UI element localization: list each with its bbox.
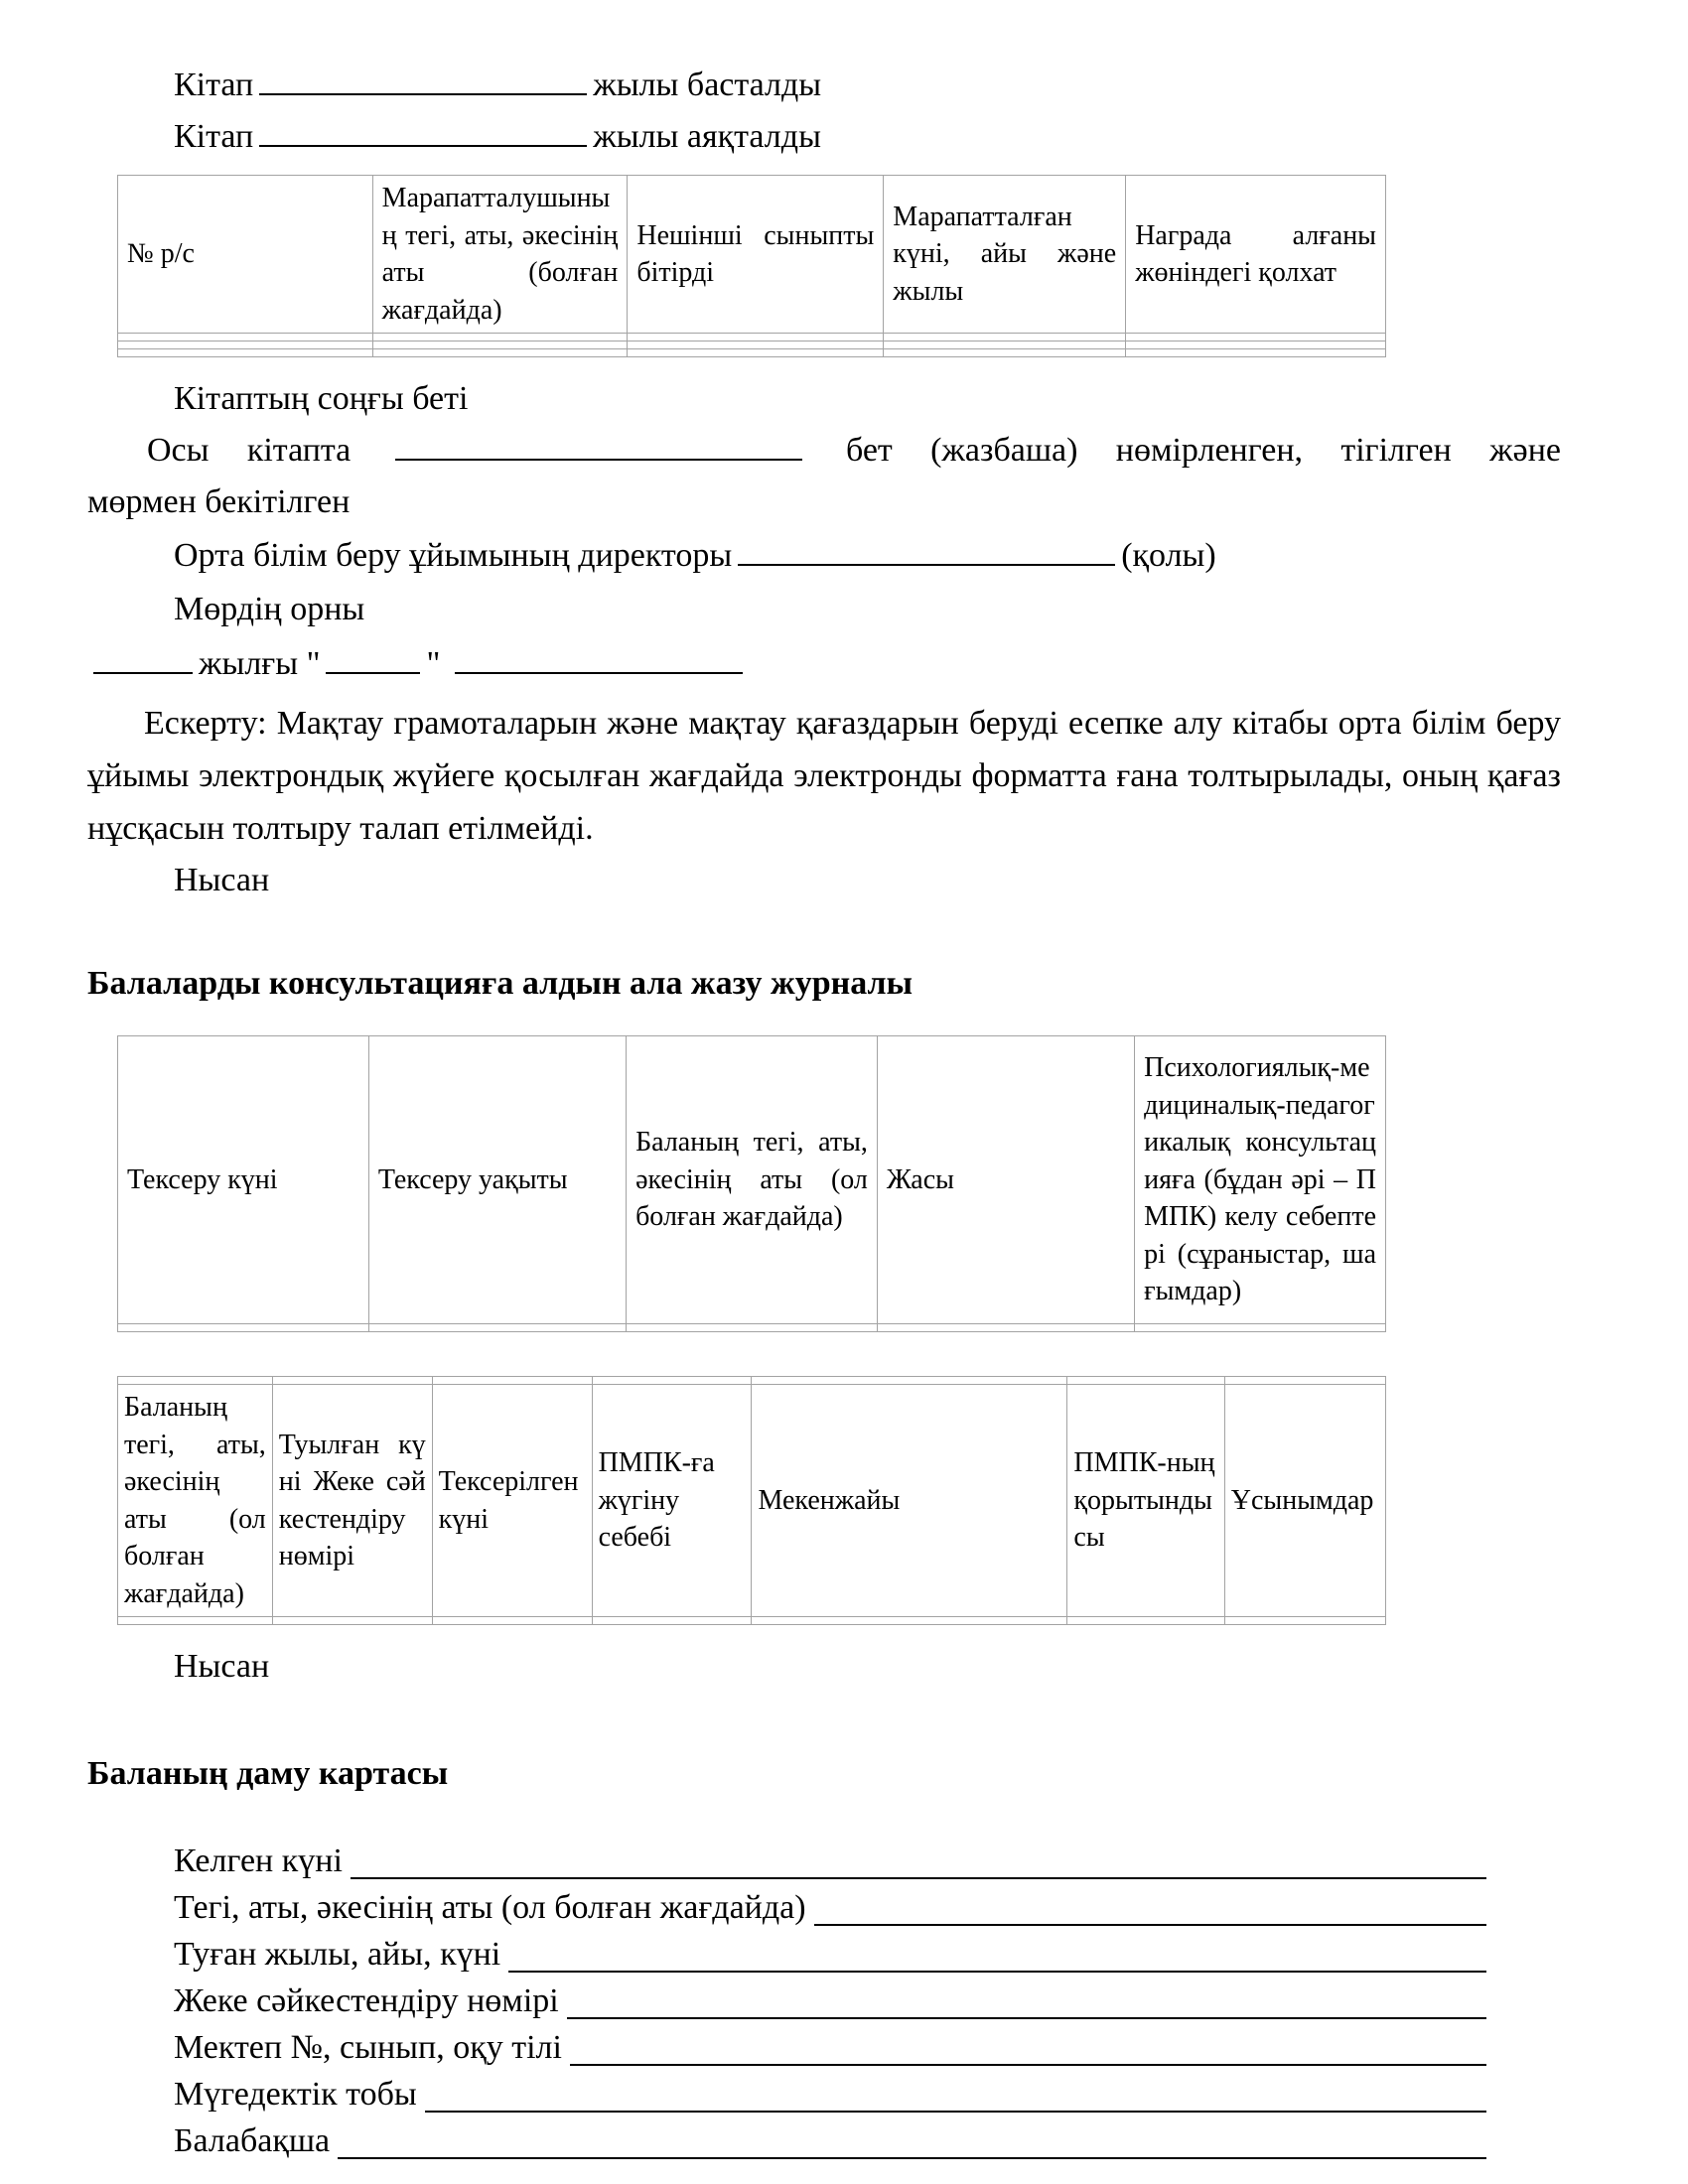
blank-line bbox=[338, 2117, 1486, 2159]
field-row-arrival-date bbox=[174, 1838, 1486, 1884]
empty-row bbox=[118, 1324, 1386, 1332]
empty-cell bbox=[372, 341, 628, 349]
field-label: Мектеп №, сынып, оқу тілі bbox=[174, 2029, 562, 2067]
consultation-journal-title: Балаларды консультацияға алдын ала жазу журналы bbox=[87, 965, 914, 1003]
signature-note: (қолы) bbox=[1121, 537, 1216, 575]
sealed-line: мөрмен бекітілген bbox=[87, 483, 351, 521]
blank-line bbox=[326, 664, 420, 674]
field-row-full-name bbox=[174, 1884, 1486, 1931]
consultation-journal-table bbox=[117, 1035, 1386, 1332]
year-word: жылғы bbox=[199, 645, 299, 683]
blank-line bbox=[455, 664, 743, 674]
empty-cell bbox=[1067, 1617, 1224, 1625]
director-signature-line bbox=[87, 528, 1561, 584]
empty-cell bbox=[1126, 349, 1386, 357]
field-label: Келген күні bbox=[174, 1843, 343, 1880]
empty-row bbox=[118, 1377, 1386, 1385]
blank-line bbox=[395, 451, 802, 461]
field-row-disability-group bbox=[174, 2071, 1486, 2117]
empty-cell bbox=[1126, 334, 1386, 341]
book-started-line bbox=[87, 60, 1561, 111]
header-cell: Жасы bbox=[877, 1036, 1134, 1324]
header-cell: Баланың тегі, аты, әкесінің аты (ол болған жағдайда) bbox=[118, 1385, 273, 1617]
empty-cell bbox=[368, 1324, 626, 1332]
empty-cell bbox=[884, 334, 1126, 341]
blank-line bbox=[259, 85, 587, 95]
journal-header-row bbox=[118, 1036, 1386, 1324]
blank-line bbox=[93, 664, 193, 674]
awards-header-row bbox=[118, 176, 1386, 334]
empty-row bbox=[118, 334, 1386, 341]
empty-cell bbox=[118, 334, 373, 341]
header-cell: Марапатталушының тегі, аты, әкесінің аты (болған жағдайда) bbox=[372, 176, 628, 334]
empty-cell bbox=[1224, 1617, 1385, 1625]
book-label: Кітап bbox=[174, 118, 254, 155]
empty-cell bbox=[1067, 1377, 1224, 1385]
header-cell: Марапатталған күні, айы және жылы bbox=[884, 176, 1126, 334]
book-started-suffix: жылы басталды bbox=[593, 67, 822, 103]
header-cell: Ұсынымдар bbox=[1224, 1385, 1385, 1617]
empty-cell bbox=[884, 349, 1126, 357]
field-row-birth-date bbox=[174, 1931, 1486, 1978]
empty-cell bbox=[372, 349, 628, 357]
pages-counted-line bbox=[87, 425, 1561, 477]
note-paragraph: Ескерту: Мақтау грамоталарын және мақтау қағаздарын беруді есепке алу кітабы орта білім беру ұйымы электрондық жүйеге қосылған жағдайда электронды форматта ғана толтырылады, оның қағаз нұсқасын толтыру талап етілмейді. bbox=[87, 705, 1561, 848]
empty-cell bbox=[752, 1377, 1067, 1385]
field-row-kindergarten bbox=[174, 2117, 1486, 2164]
quote-mark: " bbox=[306, 645, 321, 683]
header-cell: № р/с bbox=[118, 176, 373, 334]
development-card-title: Баланың даму картасы bbox=[87, 1755, 449, 1793]
empty-cell bbox=[272, 1377, 432, 1385]
empty-cell bbox=[592, 1377, 752, 1385]
empty-cell bbox=[628, 341, 884, 349]
pmpk-register-table bbox=[117, 1376, 1386, 1625]
book-ended-suffix: жылы аяқталды bbox=[593, 118, 821, 155]
empty-cell bbox=[118, 1377, 273, 1385]
empty-cell bbox=[884, 341, 1126, 349]
field-label: Мүгедектік тобы bbox=[174, 2076, 417, 2114]
header-cell: Туылған күні Жеке сәйкестендіру нөмірі bbox=[272, 1385, 432, 1617]
blank-line bbox=[814, 1884, 1486, 1926]
field-label: Жеке сәйкестендіру нөмірі bbox=[174, 1982, 559, 2020]
empty-cell bbox=[432, 1377, 592, 1385]
header-cell: Нешінші сыныпты бітірді bbox=[628, 176, 884, 334]
empty-cell bbox=[118, 349, 373, 357]
empty-cell bbox=[1224, 1377, 1385, 1385]
header-cell: Баланың тегі, аты, әкесінің аты (ол болған жағдайда) bbox=[627, 1036, 878, 1324]
header-cell: Тексерілген күні bbox=[432, 1385, 592, 1617]
empty-cell bbox=[627, 1324, 878, 1332]
book-label: Кітап bbox=[174, 67, 254, 103]
empty-row bbox=[118, 349, 1386, 357]
book-ended-line bbox=[87, 111, 1561, 163]
blank-line bbox=[570, 2024, 1486, 2066]
quote-mark: " bbox=[426, 645, 441, 683]
empty-cell bbox=[628, 349, 884, 357]
header-cell: Тексеру уақыты bbox=[368, 1036, 626, 1324]
field-row-iin bbox=[174, 1978, 1486, 2024]
field-label: Балабақша bbox=[174, 2122, 331, 2160]
header-cell: Мекенжайы bbox=[752, 1385, 1067, 1617]
director-label: Орта білім беру ұйымының директоры bbox=[174, 537, 733, 575]
date-line bbox=[87, 635, 1561, 693]
empty-row bbox=[118, 1617, 1386, 1625]
last-page-title: Кітаптың соңғы беті bbox=[174, 380, 469, 418]
development-card-fields bbox=[87, 1838, 1561, 2164]
header-cell: ПМПК-ның қорытындысы bbox=[1067, 1385, 1224, 1617]
header-cell: ПМПК-ға жүгіну себебі bbox=[592, 1385, 752, 1617]
blank-line bbox=[738, 556, 1115, 566]
empty-cell bbox=[877, 1324, 1134, 1332]
empty-cell bbox=[592, 1617, 752, 1625]
header-cell: Психологиялық-медициналық-педагогикалық консультацияға (бұдан әрі – ПМПК) келу себептері (сұраныстар, шағымдар) bbox=[1135, 1036, 1386, 1324]
empty-cell bbox=[118, 341, 373, 349]
empty-cell bbox=[118, 1617, 273, 1625]
empty-cell bbox=[628, 334, 884, 341]
empty-cell bbox=[752, 1617, 1067, 1625]
empty-cell bbox=[372, 334, 628, 341]
pmpk-header-row bbox=[118, 1385, 1386, 1617]
field-label: Тегі, аты, әкесінің аты (ол болған жағдайда) bbox=[174, 1889, 806, 1927]
field-row-school bbox=[174, 2024, 1486, 2071]
empty-cell bbox=[1135, 1324, 1386, 1332]
blank-line bbox=[508, 1931, 1486, 1973]
blank-line bbox=[351, 1838, 1486, 1879]
form-marker: Нысан bbox=[174, 1648, 270, 1686]
seal-place-line: Мөрдің орны bbox=[174, 591, 365, 628]
blank-line bbox=[567, 1978, 1486, 2019]
awards-table bbox=[117, 175, 1386, 357]
pages-counted-suffix: бет (жазбаша) нөмірленген, тігілген және bbox=[845, 432, 1562, 470]
empty-cell bbox=[118, 1324, 369, 1332]
empty-cell bbox=[432, 1617, 592, 1625]
header-cell: Тексеру күні bbox=[118, 1036, 369, 1324]
pages-counted-prefix: Осы кітапта bbox=[147, 432, 352, 470]
empty-row bbox=[118, 341, 1386, 349]
blank-line bbox=[425, 2071, 1486, 2113]
form-marker: Нысан bbox=[174, 862, 270, 899]
blank-line bbox=[259, 137, 587, 147]
empty-cell bbox=[272, 1617, 432, 1625]
header-cell: Награда алғаны жөніндегі қолхат bbox=[1126, 176, 1386, 334]
field-label: Туған жылы, айы, күні bbox=[174, 1936, 501, 1974]
empty-cell bbox=[1126, 341, 1386, 349]
